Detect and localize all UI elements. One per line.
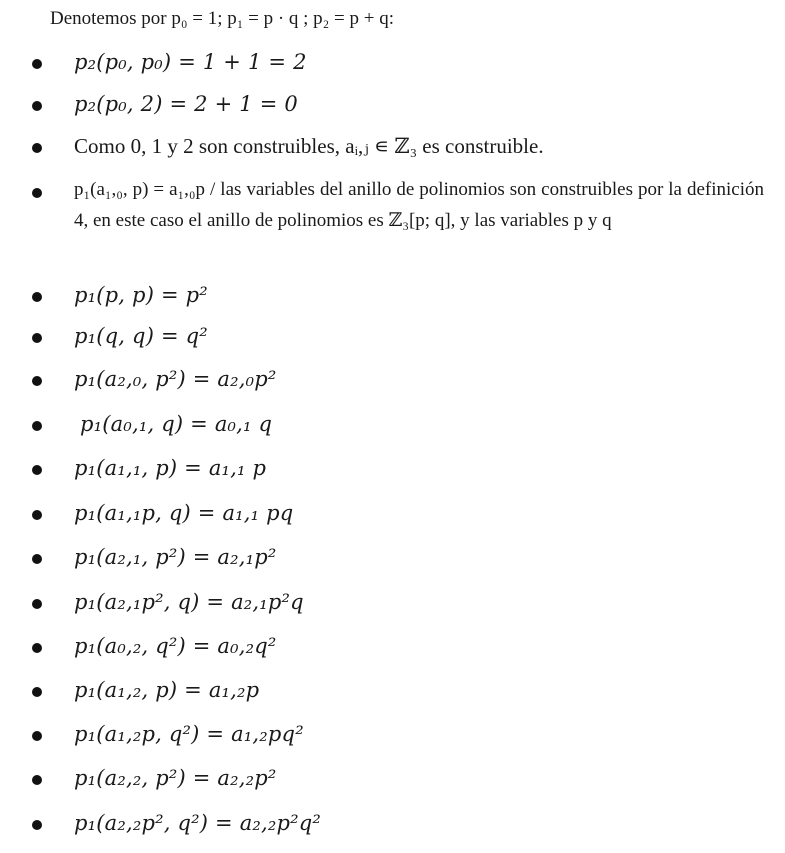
bullet-marker — [32, 333, 42, 343]
bullet-marker — [32, 292, 42, 302]
list-item: p₂(p₀, 2) = 2 + 1 = 0 — [74, 92, 298, 116]
list-item: p₂(p₀, p₀) = 1 + 1 = 2 — [74, 50, 307, 74]
bullet-marker — [32, 687, 42, 697]
list-item: p₁(a₂,₁, p²) = a₂,₁p² — [74, 545, 277, 569]
list-item: p₁(a₁,₁p, q) = a₁,₁ pq — [74, 501, 294, 525]
bullet-marker — [32, 510, 42, 520]
bullet-marker — [32, 101, 42, 111]
bullet-marker — [32, 775, 42, 785]
list-item: p₁(a₂,₂, p²) = a₂,₂p² — [74, 766, 277, 790]
list-item: p₁(a₂,₁p², q) = a₂,₁p²q — [74, 590, 304, 614]
intro-line: Denotemos por p₀ = 1; p₁ = p · q ; p₂ = p + q: — [50, 8, 395, 29]
list-item: p₁(q, q) = q² — [74, 324, 208, 348]
bullet-marker — [32, 731, 42, 741]
bullet-marker — [32, 599, 42, 609]
list-item: p₁(a₁,₂p, q²) = a₁,₂pq² — [74, 722, 304, 746]
bullet-marker — [32, 465, 42, 475]
bullet-marker — [32, 554, 42, 564]
list-item: p₁(a₂,₂p², q²) = a₂,₂p²q² — [74, 811, 322, 835]
list-item: p₁(a₀,₂, q²) = a₀,₂q² — [74, 634, 277, 658]
bullet-marker — [32, 143, 42, 153]
bullet-marker — [32, 376, 42, 386]
bullet-marker — [32, 820, 42, 830]
list-item-paragraph: p₁(a₁,₀, p) = a₁,₀p / las variables del anillo de polinomios son construibles por la definición 4, en este caso el anillo de polinomios es ℤ₃[p; q], y las variables p y q — [74, 179, 764, 231]
list-item: Como 0, 1 y 2 son construibles, aᵢ,ⱼ ∊ ℤ₃ es construible. — [74, 134, 544, 158]
list-item: p₁(a₂,₀, p²) = a₂,₀p² — [74, 367, 277, 391]
bullet-marker — [32, 188, 42, 198]
bullet-marker — [32, 59, 42, 69]
bullet-marker — [32, 643, 42, 653]
bullet-marker — [32, 421, 42, 431]
list-item: p₁(a₁,₁, p) = a₁,₁ p — [74, 456, 267, 480]
list-item: p₁(a₁,₂, p) = a₁,₂p — [74, 678, 260, 702]
list-item: p₁(a₀,₁, q) = a₀,₁ q — [80, 412, 273, 436]
list-item: p₁(p, p) = p² — [74, 283, 208, 307]
